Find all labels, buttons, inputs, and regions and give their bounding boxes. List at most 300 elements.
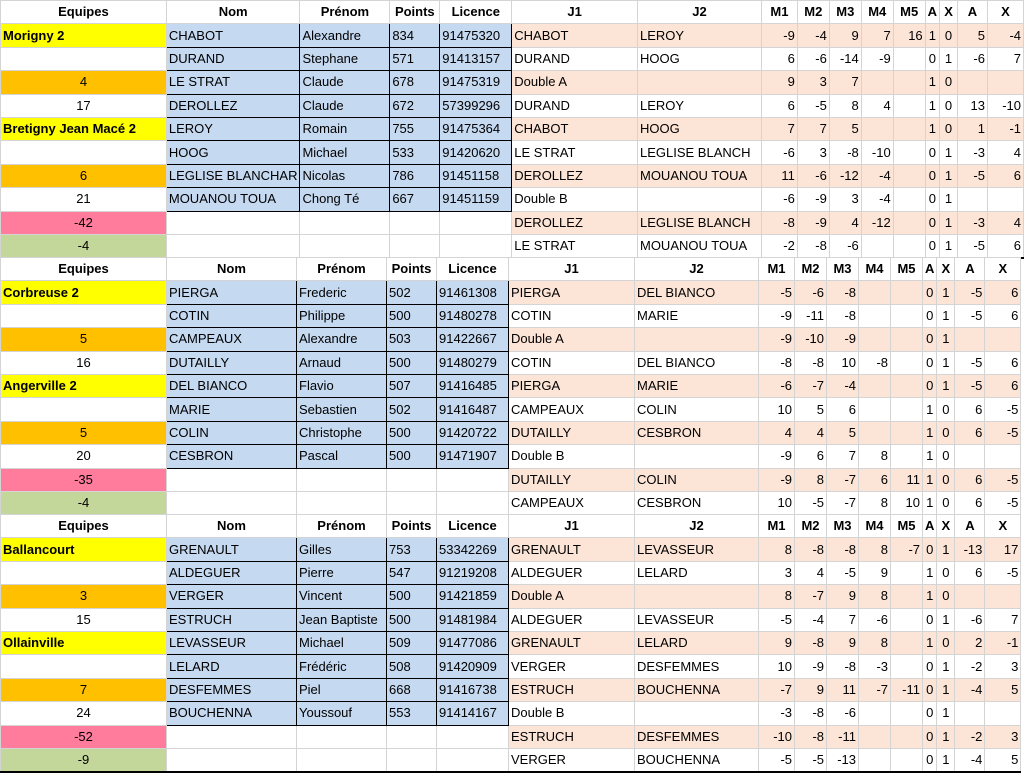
match-x[interactable]: 0 [937,491,955,515]
match-a[interactable]: 1 [925,71,939,94]
player-nom[interactable]: GRENAULT [167,538,297,561]
player-prenom[interactable]: Pascal [297,445,387,468]
total-x[interactable]: 6 [985,374,1021,397]
set-score-m5[interactable] [891,304,923,327]
team-summary-cell[interactable]: 15 [1,608,167,631]
player-points[interactable]: 533 [390,141,440,164]
total-x[interactable]: 7 [985,608,1021,631]
player-prenom[interactable]: Arnaud [297,351,387,374]
set-score-m2[interactable]: 5 [795,398,827,421]
match-j2[interactable]: CESBRON [635,421,759,444]
match-j2[interactable]: DEL BIANCO [635,351,759,374]
match-j2[interactable]: LEGLISE BLANCH [637,211,761,234]
set-score-m1[interactable]: -9 [759,304,795,327]
player-licence[interactable]: 91461308 [437,281,509,304]
player-prenom[interactable]: Philippe [297,304,387,327]
set-score-m2[interactable]: -4 [797,24,829,47]
set-score-m1[interactable]: -8 [759,351,795,374]
match-j1[interactable]: Double A [512,71,638,94]
set-score-m4[interactable]: 7 [861,24,893,47]
player-licence[interactable]: 91413157 [440,47,512,70]
set-score-m3[interactable]: 7 [827,445,859,468]
total-x[interactable]: 3 [985,655,1021,678]
player-nom[interactable]: CHABOT [166,24,300,47]
total-a[interactable]: -13 [955,538,985,561]
set-score-m5[interactable] [891,398,923,421]
match-j2[interactable]: DESFEMMES [635,655,759,678]
match-j1[interactable]: ESTRUCH [509,725,635,748]
set-score-m5[interactable] [893,164,925,187]
set-score-m1[interactable]: -8 [761,211,797,234]
match-j2[interactable]: LEGLISE BLANCH [637,141,761,164]
player-nom[interactable]: MOUANOU TOUA [166,188,300,211]
player-licence[interactable]: 91451158 [440,164,512,187]
set-score-m1[interactable]: 6 [761,47,797,70]
set-score-m2[interactable]: 8 [795,468,827,491]
match-j2[interactable]: LELARD [635,561,759,584]
set-score-m1[interactable]: -5 [759,748,795,772]
match-x[interactable]: 1 [937,748,955,772]
total-x[interactable]: -4 [987,24,1023,47]
player-points[interactable]: 753 [387,538,437,561]
team-summary-cell[interactable]: 20 [1,445,167,468]
set-score-m3[interactable]: -6 [829,234,861,258]
match-j2[interactable] [635,585,759,608]
player-prenom[interactable]: Vincent [297,585,387,608]
total-x[interactable]: -5 [985,491,1021,515]
match-x[interactable]: 1 [937,328,955,351]
set-score-m1[interactable]: 8 [759,585,795,608]
match-a[interactable]: 0 [923,748,937,772]
match-j2[interactable]: MARIE [635,304,759,327]
match-a[interactable]: 0 [923,608,937,631]
total-a[interactable]: -5 [958,164,988,187]
match-x[interactable]: 1 [937,374,955,397]
set-score-m5[interactable] [891,561,923,584]
player-licence[interactable]: 91416738 [437,678,509,701]
player-points[interactable]: 502 [387,398,437,421]
set-score-m2[interactable]: -7 [795,374,827,397]
team-summary-cell[interactable] [1,398,167,421]
set-score-m2[interactable]: -8 [795,631,827,654]
total-a[interactable]: 2 [955,631,985,654]
set-score-m5[interactable] [893,188,925,211]
set-score-m4[interactable]: -4 [861,164,893,187]
match-x[interactable]: 1 [940,188,958,211]
player-licence[interactable]: 91471907 [437,445,509,468]
total-a[interactable] [955,445,985,468]
match-a[interactable]: 1 [923,561,937,584]
player-licence[interactable]: 91416487 [437,398,509,421]
team-summary-cell[interactable]: -42 [1,211,167,234]
set-score-m1[interactable]: 8 [759,538,795,561]
total-x[interactable]: 6 [985,281,1021,304]
player-licence[interactable]: 53342269 [437,538,509,561]
player-points[interactable]: 834 [390,24,440,47]
player-licence[interactable]: 91421859 [437,585,509,608]
match-x[interactable]: 0 [940,71,958,94]
total-x[interactable]: 7 [987,47,1023,70]
total-a[interactable]: -6 [958,47,988,70]
player-prenom[interactable]: Nicolas [300,164,390,187]
match-j2[interactable] [635,445,759,468]
match-a[interactable]: 0 [925,47,939,70]
match-x[interactable]: 1 [940,164,958,187]
match-j1[interactable]: DEROLLEZ [512,211,638,234]
player-points[interactable]: 672 [390,94,440,117]
total-a[interactable]: -5 [958,234,988,258]
match-j2[interactable]: BOUCHENNA [635,748,759,772]
set-score-m3[interactable]: 5 [829,117,861,140]
match-j1[interactable]: VERGER [509,748,635,772]
player-licence[interactable]: 91480278 [437,304,509,327]
player-nom[interactable]: LELARD [167,655,297,678]
total-x[interactable]: 17 [985,538,1021,561]
team-name[interactable]: Ollainville [1,631,167,654]
match-j1[interactable]: DUTAILLY [509,468,635,491]
player-points[interactable]: 500 [387,585,437,608]
total-x[interactable] [987,188,1023,211]
player-points[interactable]: 786 [390,164,440,187]
player-points[interactable]: 500 [387,304,437,327]
match-x[interactable]: 1 [940,211,958,234]
set-score-m3[interactable]: -12 [829,164,861,187]
team-summary-cell[interactable]: -4 [1,491,167,515]
set-score-m3[interactable]: -14 [829,47,861,70]
match-j1[interactable]: DUTAILLY [509,421,635,444]
total-a[interactable] [955,702,985,725]
set-score-m5[interactable] [891,445,923,468]
set-score-m2[interactable]: -7 [795,585,827,608]
total-a[interactable]: -5 [955,281,985,304]
total-x[interactable]: -1 [987,117,1023,140]
set-score-m5[interactable]: 11 [891,468,923,491]
player-prenom[interactable]: Frederic [297,281,387,304]
total-a[interactable]: 6 [955,468,985,491]
match-j2[interactable]: COLIN [635,398,759,421]
set-score-m1[interactable]: -6 [761,141,797,164]
set-score-m2[interactable]: 3 [797,141,829,164]
match-j1[interactable]: CAMPEAUX [509,491,635,515]
set-score-m4[interactable] [861,71,893,94]
total-x[interactable]: 6 [987,164,1023,187]
player-nom[interactable]: LE STRAT [166,71,300,94]
player-nom[interactable]: LEROY [166,117,300,140]
set-score-m3[interactable]: 9 [829,24,861,47]
total-x[interactable]: 3 [985,725,1021,748]
set-score-m4[interactable]: -4 [861,188,893,211]
match-x[interactable]: 1 [937,655,955,678]
team-summary-cell[interactable]: 16 [1,351,167,374]
player-points[interactable]: 500 [387,608,437,631]
total-a[interactable] [955,328,985,351]
match-j2[interactable]: DESFEMMES [635,725,759,748]
set-score-m4[interactable]: -8 [859,351,891,374]
set-score-m2[interactable]: -8 [797,234,829,258]
match-a[interactable]: 1 [923,585,937,608]
match-x[interactable]: 1 [937,351,955,374]
player-prenom[interactable]: Stephane [300,47,390,70]
set-score-m5[interactable] [893,71,925,94]
match-j1[interactable]: LE STRAT [512,234,638,258]
set-score-m1[interactable]: -9 [759,328,795,351]
match-x[interactable]: 0 [940,117,958,140]
set-score-m4[interactable] [861,117,893,140]
player-nom[interactable]: VERGER [167,585,297,608]
set-score-m2[interactable]: -9 [797,211,829,234]
match-j2[interactable]: LEVASSEUR [635,608,759,631]
set-score-m5[interactable] [891,351,923,374]
match-j2[interactable] [637,188,761,211]
player-points[interactable]: 547 [387,561,437,584]
team-summary-cell[interactable]: -9 [1,748,167,772]
set-score-m4[interactable]: -10 [861,141,893,164]
set-score-m3[interactable]: 9 [827,585,859,608]
match-j2[interactable]: HOOG [637,47,761,70]
match-j1[interactable]: DURAND [512,47,638,70]
set-score-m3[interactable]: -7 [827,491,859,515]
total-a[interactable] [958,71,988,94]
team-summary-cell[interactable]: 21 [1,188,167,211]
set-score-m4[interactable]: -9 [861,47,893,70]
set-score-m1[interactable]: 7 [761,117,797,140]
match-j1[interactable]: COTIN [509,304,635,327]
team-summary-cell[interactable]: -35 [1,468,167,491]
set-score-m2[interactable]: -6 [795,281,827,304]
match-j2[interactable]: LEROY [637,24,761,47]
team-summary-cell[interactable]: 4 [1,71,167,94]
total-x[interactable]: -5 [985,421,1021,444]
set-score-m4[interactable]: 8 [859,631,891,654]
set-score-m2[interactable]: 9 [795,678,827,701]
match-x[interactable]: 1 [940,234,958,258]
match-j1[interactable]: Double B [509,445,635,468]
set-score-m3[interactable]: 4 [829,211,861,234]
total-x[interactable]: 5 [985,678,1021,701]
player-nom[interactable]: MARIE [167,398,297,421]
set-score-m1[interactable]: -6 [759,374,795,397]
set-score-m1[interactable]: -2 [761,234,797,258]
player-licence[interactable]: 91420909 [437,655,509,678]
player-prenom[interactable]: Claude [300,71,390,94]
match-a[interactable]: 0 [923,351,937,374]
set-score-m4[interactable]: 8 [859,538,891,561]
player-nom[interactable]: COLIN [167,421,297,444]
player-nom[interactable]: PIERGA [167,281,297,304]
match-a[interactable]: 0 [925,141,939,164]
team-summary-cell[interactable]: 17 [1,94,167,117]
set-score-m3[interactable]: -9 [827,328,859,351]
total-x[interactable]: 6 [987,234,1023,258]
total-a[interactable]: -6 [955,608,985,631]
player-nom[interactable]: BOUCHENNA [167,702,297,725]
set-score-m3[interactable]: 7 [829,71,861,94]
match-j1[interactable]: Double B [512,188,638,211]
match-x[interactable]: 0 [937,421,955,444]
total-a[interactable]: -3 [958,211,988,234]
set-score-m5[interactable] [893,234,925,258]
player-prenom[interactable]: Alexandre [297,328,387,351]
set-score-m1[interactable]: 9 [761,71,797,94]
match-a[interactable]: 0 [923,538,937,561]
set-score-m5[interactable] [893,94,925,117]
set-score-m2[interactable]: -9 [797,188,829,211]
player-licence[interactable]: 91475364 [440,117,512,140]
total-x[interactable]: 4 [987,141,1023,164]
set-score-m1[interactable]: -3 [759,702,795,725]
set-score-m5[interactable] [891,702,923,725]
match-a[interactable]: 0 [923,678,937,701]
team-summary-cell[interactable]: -4 [1,234,167,258]
team-name[interactable]: Morigny 2 [1,24,167,47]
match-j1[interactable]: Double A [509,328,635,351]
team-name[interactable]: Corbreuse 2 [1,281,167,304]
total-x[interactable]: 5 [985,748,1021,772]
player-prenom[interactable]: Pierre [297,561,387,584]
set-score-m5[interactable] [891,421,923,444]
match-j2[interactable]: LELARD [635,631,759,654]
match-a[interactable]: 1 [923,421,937,444]
match-x[interactable]: 1 [937,538,955,561]
total-x[interactable] [985,702,1021,725]
set-score-m5[interactable]: 16 [893,24,925,47]
set-score-m1[interactable]: -9 [759,445,795,468]
player-prenom[interactable]: Gilles [297,538,387,561]
player-nom[interactable]: LEVASSEUR [167,631,297,654]
set-score-m4[interactable] [859,725,891,748]
match-j2[interactable]: DEL BIANCO [635,281,759,304]
match-j1[interactable]: VERGER [509,655,635,678]
set-score-m5[interactable] [891,725,923,748]
match-j1[interactable]: ALDEGUER [509,608,635,631]
set-score-m3[interactable]: 10 [827,351,859,374]
player-prenom[interactable]: Flavio [297,374,387,397]
match-a[interactable]: 1 [923,491,937,515]
player-points[interactable]: 503 [387,328,437,351]
match-a[interactable]: 0 [925,164,939,187]
total-a[interactable]: 5 [958,24,988,47]
team-summary-cell[interactable] [1,655,167,678]
match-j2[interactable]: HOOG [637,117,761,140]
player-points[interactable]: 678 [390,71,440,94]
player-licence[interactable]: 91420722 [437,421,509,444]
player-licence[interactable]: 91219208 [437,561,509,584]
player-nom[interactable]: CESBRON [167,445,297,468]
team-summary-cell[interactable] [1,304,167,327]
set-score-m3[interactable]: -8 [827,655,859,678]
match-j2[interactable] [637,71,761,94]
set-score-m2[interactable]: -5 [795,491,827,515]
total-a[interactable] [955,585,985,608]
match-a[interactable]: 0 [923,655,937,678]
set-score-m5[interactable] [891,281,923,304]
set-score-m4[interactable]: 8 [859,491,891,515]
match-a[interactable]: 1 [925,117,939,140]
total-a[interactable] [958,188,988,211]
set-score-m4[interactable]: -12 [861,211,893,234]
match-x[interactable]: 0 [937,561,955,584]
player-nom[interactable]: CAMPEAUX [167,328,297,351]
set-score-m3[interactable]: -11 [827,725,859,748]
set-score-m4[interactable] [859,374,891,397]
match-x[interactable]: 0 [937,585,955,608]
match-j1[interactable]: DURAND [512,94,638,117]
team-summary-cell[interactable]: 7 [1,678,167,701]
player-nom[interactable]: DUTAILLY [167,351,297,374]
set-score-m5[interactable] [893,117,925,140]
set-score-m3[interactable]: -7 [827,468,859,491]
set-score-m1[interactable]: -5 [759,608,795,631]
match-a[interactable]: 1 [923,445,937,468]
set-score-m3[interactable]: 3 [829,188,861,211]
team-summary-cell[interactable]: -52 [1,725,167,748]
set-score-m3[interactable]: -8 [827,538,859,561]
match-j1[interactable]: CHABOT [512,24,638,47]
match-j1[interactable]: GRENAULT [509,538,635,561]
total-a[interactable]: -2 [955,655,985,678]
set-score-m2[interactable]: -4 [795,608,827,631]
set-score-m1[interactable]: -5 [759,281,795,304]
player-points[interactable]: 553 [387,702,437,725]
set-score-m4[interactable]: 4 [861,94,893,117]
match-a[interactable]: 0 [923,281,937,304]
player-prenom[interactable]: Chong Té [300,188,390,211]
set-score-m4[interactable]: 6 [859,468,891,491]
match-j1[interactable]: ALDEGUER [509,561,635,584]
set-score-m5[interactable]: -7 [891,538,923,561]
set-score-m3[interactable]: 5 [827,421,859,444]
set-score-m1[interactable]: -9 [759,468,795,491]
set-score-m1[interactable]: 6 [761,94,797,117]
total-a[interactable]: 1 [958,117,988,140]
player-nom[interactable]: DURAND [166,47,300,70]
set-score-m4[interactable]: -6 [859,608,891,631]
player-prenom[interactable]: Piel [297,678,387,701]
team-summary-cell[interactable] [1,561,167,584]
set-score-m4[interactable]: 8 [859,445,891,468]
total-a[interactable]: -4 [955,678,985,701]
player-points[interactable]: 667 [390,188,440,211]
total-a[interactable]: 13 [958,94,988,117]
player-points[interactable]: 668 [387,678,437,701]
total-a[interactable]: -5 [955,374,985,397]
set-score-m5[interactable] [893,47,925,70]
player-prenom[interactable]: Alexandre [300,24,390,47]
match-a[interactable]: 1 [923,631,937,654]
set-score-m4[interactable]: -7 [859,678,891,701]
set-score-m1[interactable]: -9 [761,24,797,47]
set-score-m4[interactable] [859,398,891,421]
player-points[interactable]: 500 [387,421,437,444]
set-score-m3[interactable]: -13 [827,748,859,772]
match-x[interactable]: 0 [940,24,958,47]
match-j1[interactable]: COTIN [509,351,635,374]
set-score-m2[interactable]: -9 [795,655,827,678]
set-score-m3[interactable]: 8 [829,94,861,117]
player-points[interactable]: 507 [387,374,437,397]
match-a[interactable]: 1 [923,398,937,421]
total-x[interactable]: -1 [985,631,1021,654]
total-a[interactable]: -5 [955,351,985,374]
player-licence[interactable]: 91480279 [437,351,509,374]
set-score-m5[interactable]: 10 [891,491,923,515]
set-score-m2[interactable]: -8 [795,351,827,374]
match-x[interactable]: 0 [937,398,955,421]
total-x[interactable]: -5 [985,561,1021,584]
match-a[interactable]: 1 [925,24,939,47]
total-a[interactable]: 6 [955,421,985,444]
match-x[interactable]: 1 [937,702,955,725]
